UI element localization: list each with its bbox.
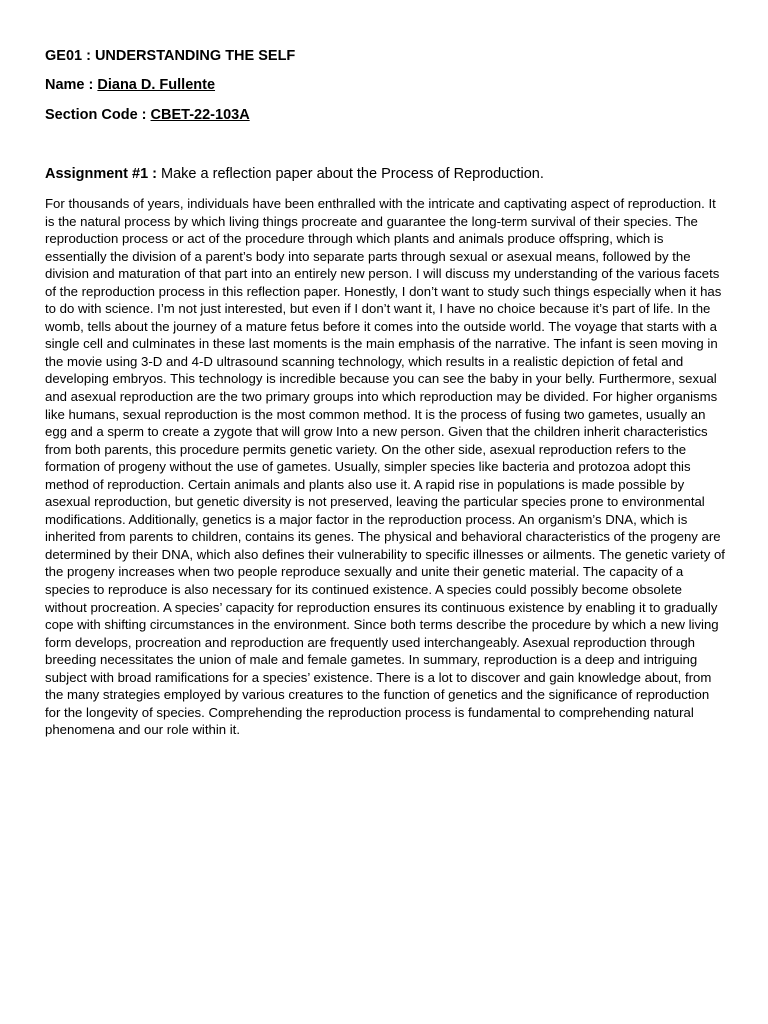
assignment-line (45, 165, 544, 183)
course-title: GE01 : UNDERSTANDING THE SELF (45, 48, 296, 64)
reflection-paragraph: For thousands of years, individuals have been enthralled with the intricate and captivating aspect of reproduction. It is the natural process by which living things procreate and guarantee the long-term survival of their species. The reproduction process or act of the procedure through which plants and animals produce offspring, which is essentially the division of a parent’s body into separate parts through sexual or asexual means, followed by the division and maturation of that part into an entirely new person. I will discuss my understanding of the various facets of the reproduction process in this reflection paper. Honestly, I don’t want to study such things especially when it has to do with science. I’m not just interested, but even if I don’t want it, I have no choice because it’s part of life. In the womb, tells about the journey of a mature fetus before it comes into the outside world. The voyage that starts with a single cell and culminates in these last moments is the main emphasis of the narrative. The infant is seen moving in the movie using 3-D and 4-D ultrasound scanning technology, which results in a realistic depiction of fetal and developing embryos. This technology is incredible because you can see the baby in your belly. Furthermore, sexual and asexual reproduction are the two primary groups into which reproduction may be divided. For higher organisms like humans, sexual reproduction is the most common method. It is the process of fusing two gametes, usually an egg and a sperm to create a zygote that will grow Into a new person. Given that the children inherit characteristics from both parents, this procedure permits genetic variety. On the other side, asexual reproduction refers to the formation of progeny without the use of gametes. Usually, simpler species like bacteria and protozoa adopt this method of reproduction. Certain animals and plants also use it. A rapid rise in populations is made possible by asexual reproduction, but genetic diversity is not preserved, leaving the particular species prone to environmental modifications. Additionally, genetics is a major factor in the reproduction process. An organism’s DNA, which is inherited from parents to children, contains its genes. The physical and behavioral characteristics of the progeny are determined by their DNA, which also defines their vulnerability to specific illnesses or ailments. The genetic variety of the progeny increases when two people reproduce sexually and unite their genetic material. The capacity of a species to reproduce is also necessary for its continued existence. A species could possibly become obsolete without procreation. A species’ capacity for reproduction ensures its continuous existence by enabling it to gradually cope with shifting circumstances in the environment. Since both terms describe the procedure by which a new living form develops, procreation and reproduction are frequently used interchangeably. Asexual reproduction through breeding necessitates the union of male and female gametes. In summary, reproduction is a deep and intriguing subject with broad ramifications for a species’ existence. There is a lot to discover and gain knowledge about, from the many strategies employed by various creatures to the function of genetics and the significance of reproduction for the longevity of species. Comprehending the reproduction process is fundamental to comprehending natural phenomena and our role within it. (45, 196, 725, 738)
student-name-line (45, 76, 215, 94)
section-code: CBET-22-103A (150, 107, 250, 123)
name-label: Name : (45, 77, 98, 93)
assignment-text: Make a reflection paper about the Process of Reproduction. (161, 166, 544, 182)
student-name: Diana D. Fullente (97, 77, 216, 93)
section-code-label: Section Code : (45, 107, 151, 123)
section-code-line (45, 106, 250, 124)
assignment-label: Assignment #1 : (45, 166, 162, 182)
